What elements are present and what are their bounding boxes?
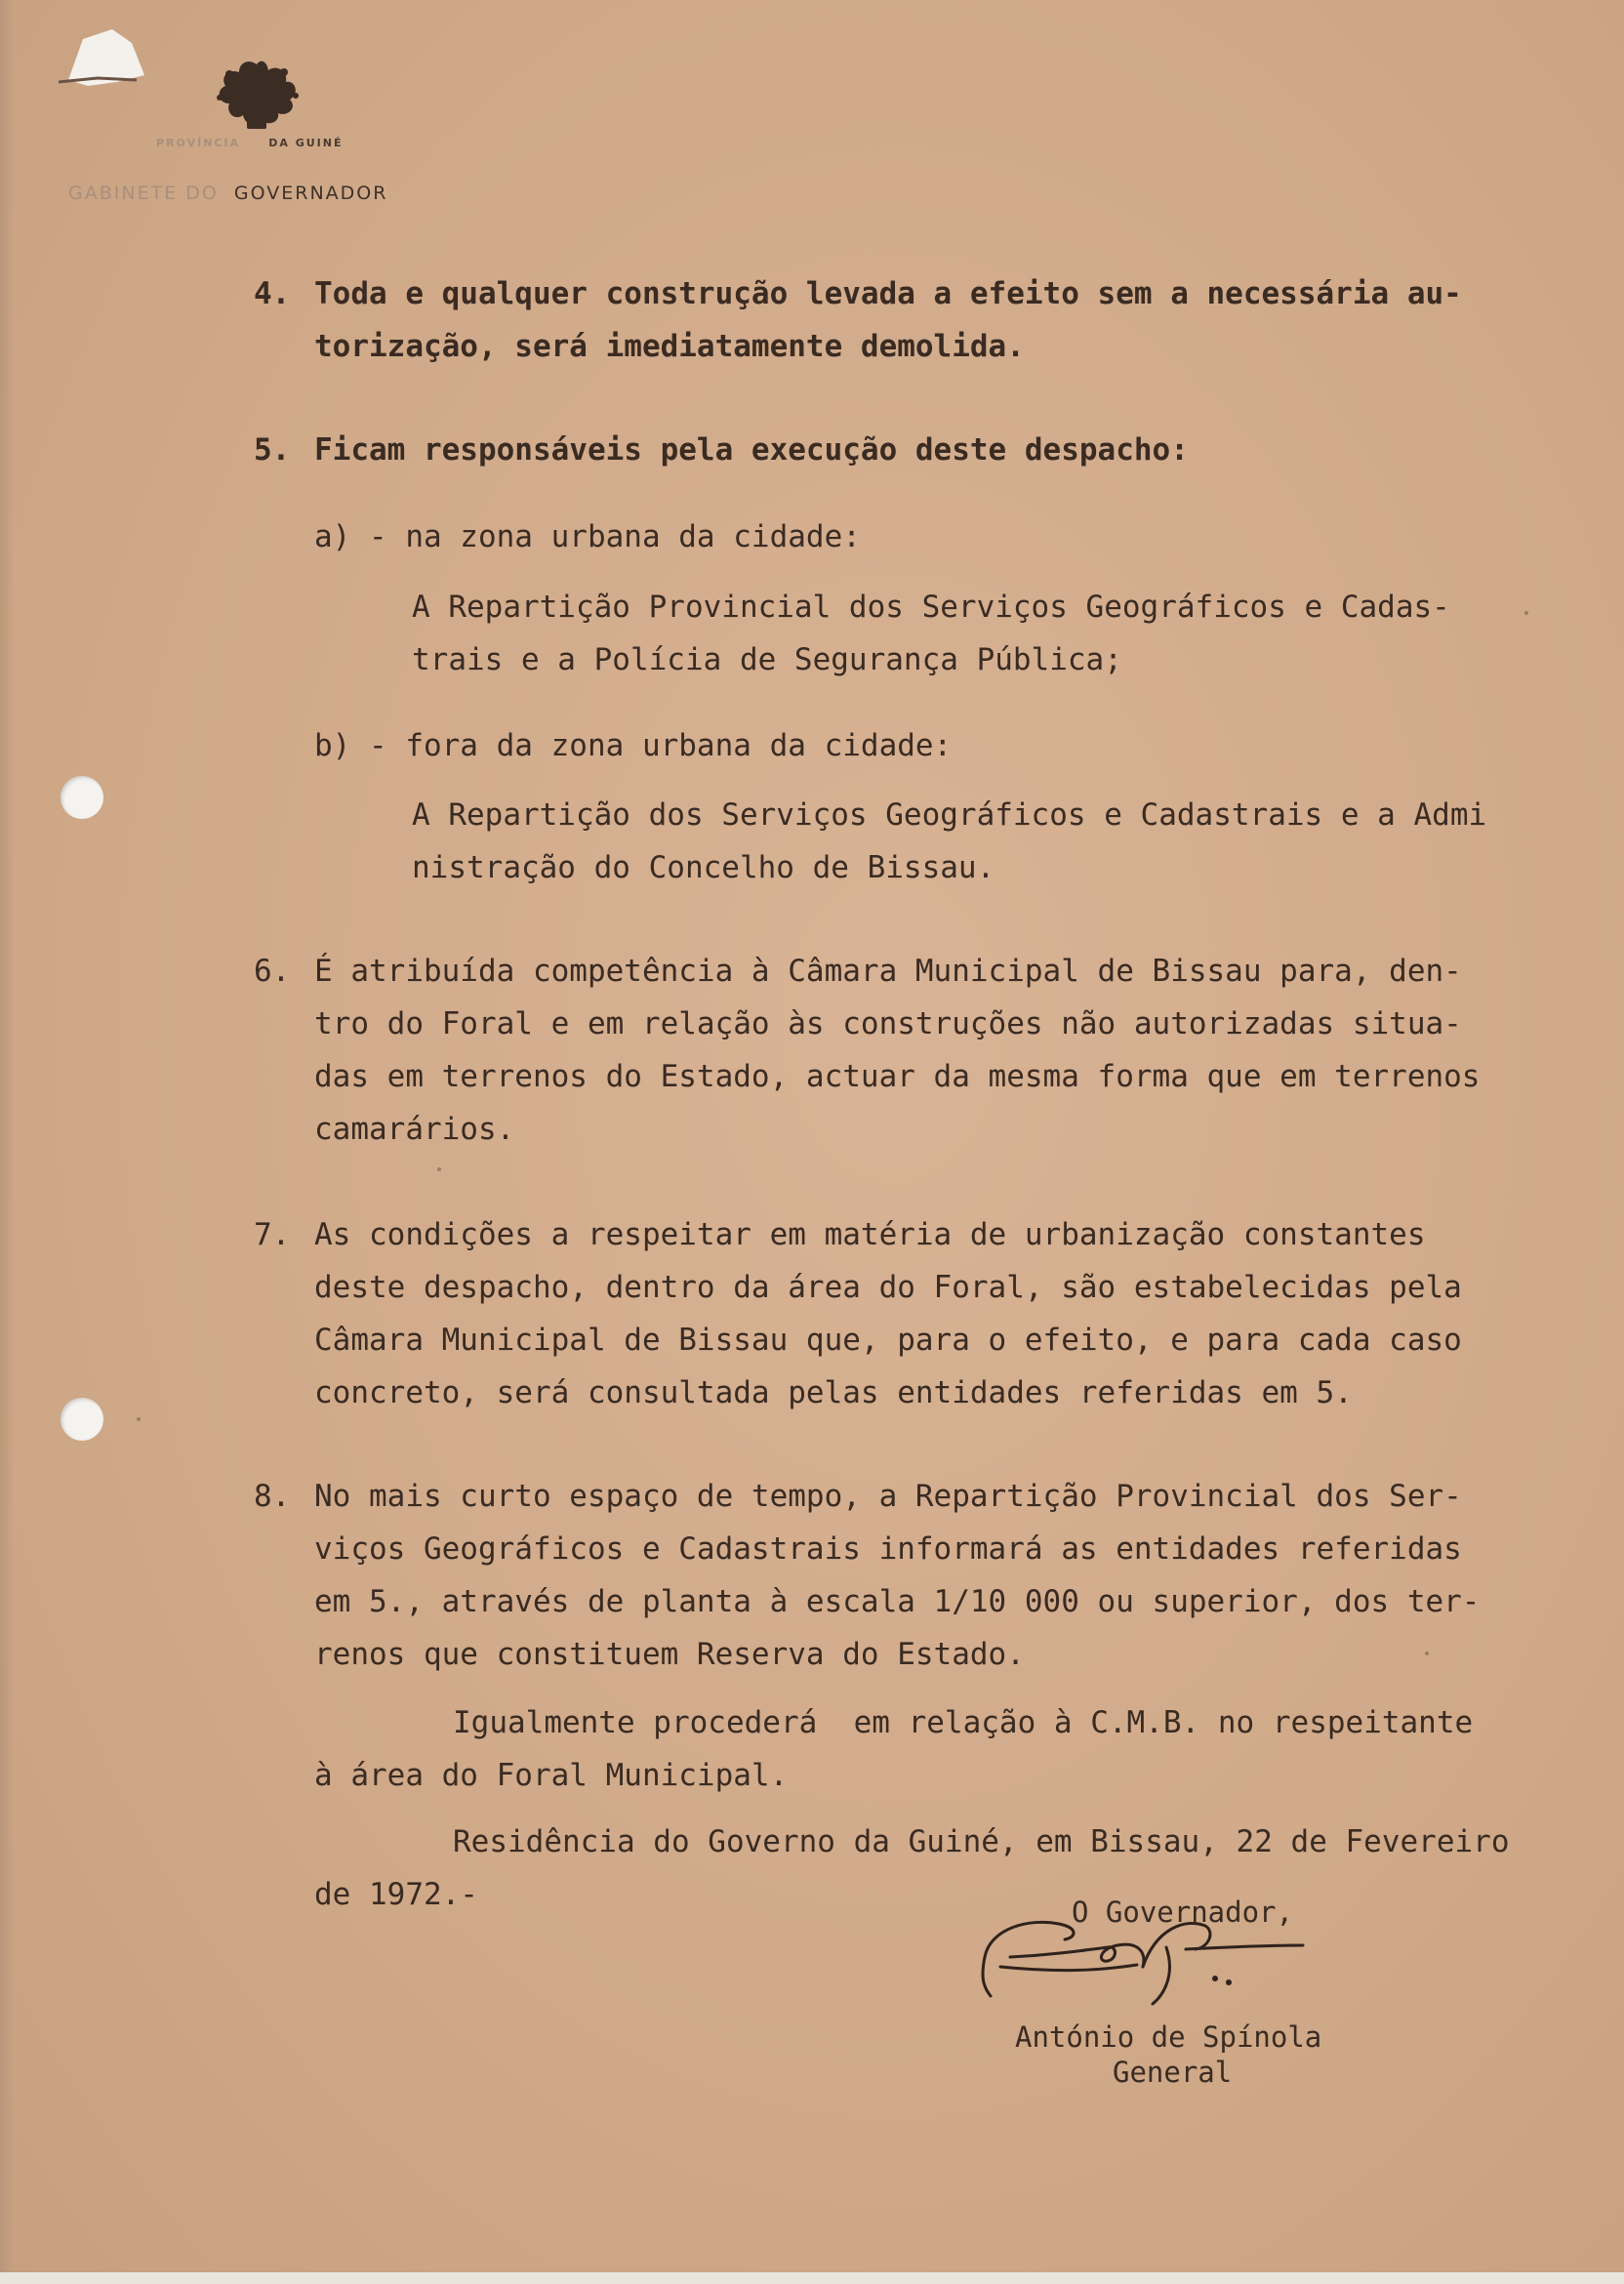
- item-5a-label: a) - na zona urbana da cidade:: [314, 519, 861, 554]
- item-8-line-1: No mais curto espaço de tempo, a Repartição Provincial dos Ser-: [314, 1479, 1462, 1514]
- letterhead-office: [68, 183, 387, 204]
- item-4-line-2: torização, será imediatamente demolida.: [314, 329, 1025, 364]
- closing-line-1: Residência do Governo da Guiné, em Bissau, 22 de Fevereiro: [453, 1824, 1510, 1859]
- signature-title: O Governador,: [1072, 1896, 1293, 1929]
- item-5-number: 5.: [254, 432, 291, 468]
- item-8-p2-line-2: à área do Foral Municipal.: [314, 1758, 789, 1793]
- item-8-number: 8.: [254, 1479, 291, 1514]
- paper-speck: [1524, 611, 1528, 615]
- item-4-number: 4.: [254, 276, 291, 311]
- item-5a-line-2: trais e a Polícia de Segurança Pública;: [412, 642, 1122, 677]
- item-8-line-2: viços Geográficos e Cadastrais informará as entidades referidas: [314, 1531, 1462, 1567]
- item-8-line-3: em 5., através de planta à escala 1/10 000 ou superior, dos ter-: [314, 1584, 1481, 1619]
- paper-speck: [137, 1417, 141, 1421]
- item-6-line-2: tro do Foral e em relação às construções não autorizadas situa-: [314, 1006, 1462, 1041]
- item-6-line-1: É atribuída competência à Câmara Municipal de Bissau para, den-: [314, 954, 1462, 989]
- letterhead-office-text: GOVERNADOR: [233, 183, 388, 204]
- item-7-text: [314, 1208, 1462, 1419]
- coat-of-arms-emblem: [210, 55, 304, 139]
- item-7-number: 7.: [254, 1217, 291, 1252]
- letterhead-office-faded: GABINETE DO: [68, 183, 219, 204]
- item-5b-text: [412, 789, 1486, 894]
- item-4-line-1: Toda e qualquer construção levada a efeito sem a necessária au-: [314, 276, 1462, 311]
- item-6-line-4: camarários.: [314, 1112, 515, 1147]
- item-5a-text: [412, 581, 1450, 686]
- item-6-number: 6.: [254, 954, 291, 989]
- item-4-text: [314, 267, 1462, 373]
- handwritten-signature: [971, 1889, 1332, 2025]
- torn-corner-tape: [59, 21, 146, 90]
- page-edge-shadow: [0, 0, 14, 2284]
- item-6-line-3: das em terrenos do Estado, actuar da mesma forma que em terrenos: [314, 1059, 1481, 1094]
- item-5-text: Ficam responsáveis pela execução deste despacho:: [314, 432, 1189, 468]
- item-7-line-2: deste despacho, dentro da área do Foral, são estabelecidas pela: [314, 1270, 1462, 1305]
- paper-speck: [1425, 1652, 1429, 1655]
- punch-hole-lower: [61, 1398, 103, 1441]
- letterhead-province: [156, 137, 344, 149]
- signatory-rank: General: [1113, 2056, 1233, 2089]
- signatory-name: António de Spínola: [1015, 2020, 1322, 2054]
- letterhead-province-text: DA GUINÉ: [268, 137, 344, 149]
- item-5b-line-1: A Repartição dos Serviços Geográficos e Cadastrais e a Admi: [412, 797, 1487, 833]
- paper-speck: [437, 1167, 441, 1171]
- item-7-line-3: Câmara Municipal de Bissau que, para o efeito, e para cada caso: [314, 1323, 1462, 1358]
- letterhead-province-faded: PROVÍNCIA: [156, 137, 241, 149]
- item-7-line-1: As condições a respeitar em matéria de urbanização constantes: [314, 1217, 1426, 1252]
- item-8-paragraph-2: [314, 1696, 1473, 1802]
- item-8-text: [314, 1470, 1480, 1681]
- item-7-line-4: concreto, será consultada pelas entidades referidas em 5.: [314, 1375, 1353, 1410]
- item-5b-label: b) - fora da zona urbana da cidade:: [314, 728, 953, 763]
- item-8-line-4: renos que constituem Reserva do Estado.: [314, 1637, 1025, 1672]
- closing-line-2: de 1972.-: [314, 1877, 478, 1912]
- item-5b-line-2: nistração do Concelho de Bissau.: [412, 850, 995, 885]
- item-5a-line-1: A Repartição Provincial dos Serviços Geográficos e Cadas-: [412, 590, 1450, 625]
- punch-hole-upper: [61, 776, 103, 819]
- item-8-p2-line-1: Igualmente procederá em relação à C.M.B. no respeitante: [453, 1705, 1474, 1740]
- item-6-text: [314, 945, 1480, 1156]
